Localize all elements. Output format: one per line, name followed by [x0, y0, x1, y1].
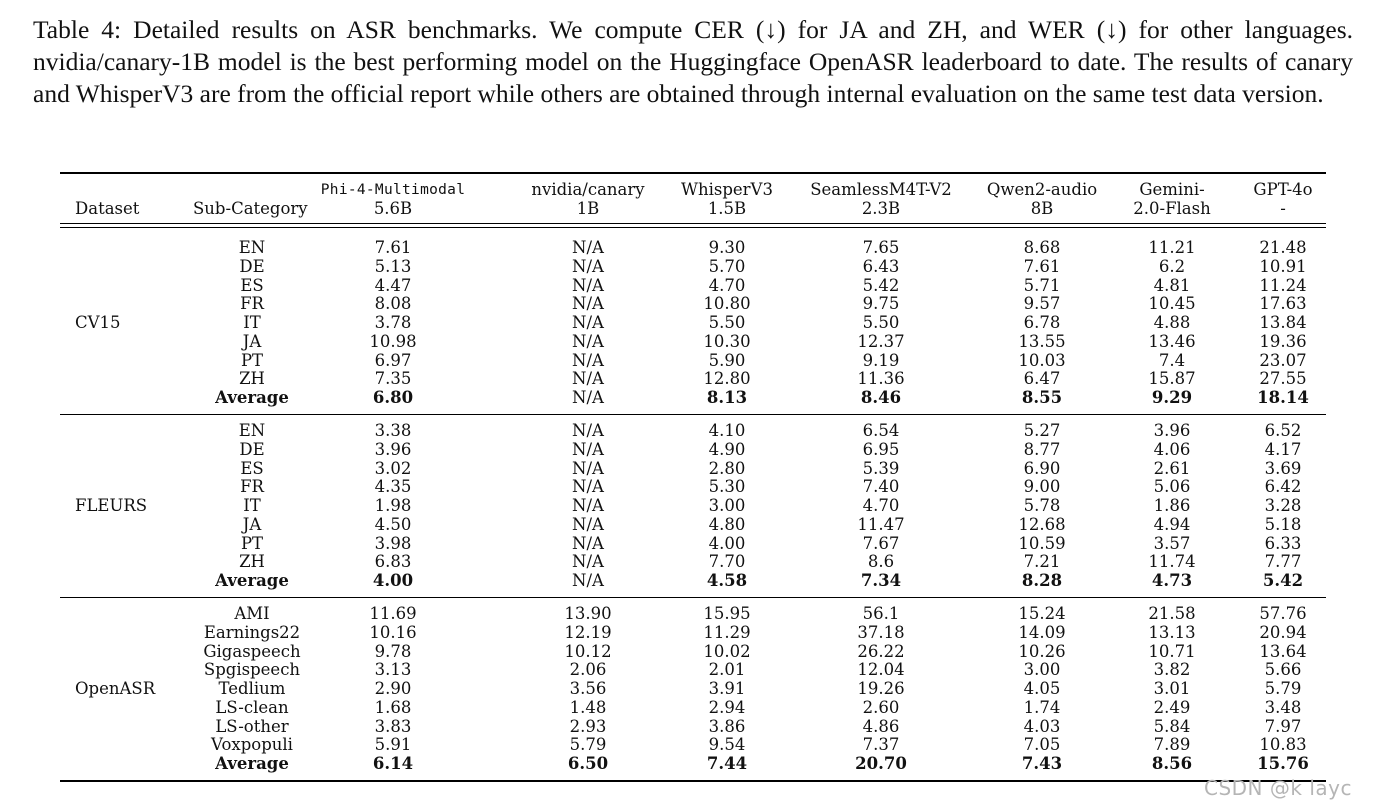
table-cell: N/A [572, 552, 604, 572]
table-cell: 4.50 [374, 514, 412, 534]
average-cell: 6.80 [372, 388, 414, 407]
subcategory-label: PT [240, 533, 264, 553]
subcategory-label: FR [240, 294, 264, 314]
subcategory-label: JA [242, 514, 262, 534]
table-cell: 6.95 [862, 439, 900, 459]
header-model-size: 2.0-Flash [1133, 199, 1211, 218]
average-cell: 8.55 [1021, 388, 1063, 407]
subcategory-label: EN [238, 421, 266, 440]
header-dataset: Dataset [75, 199, 140, 218]
table-cell: 1.86 [1153, 496, 1191, 515]
table-cell: 11.29 [703, 622, 751, 642]
table-cell: 7.97 [1264, 716, 1302, 736]
table-cell: 17.63 [1259, 294, 1307, 314]
table-cell: 5.71 [1023, 275, 1061, 295]
table-cell: 1.98 [374, 496, 412, 515]
table-cell: 5.84 [1153, 716, 1191, 736]
table-cell: 9.57 [1023, 294, 1061, 314]
table-cell: 7.4 [1158, 350, 1186, 370]
table-cell: 10.59 [1018, 533, 1066, 553]
table-cell: N/A [572, 458, 604, 478]
header-subcategory: Sub-Category [193, 199, 308, 218]
table-cell: 4.90 [708, 439, 746, 459]
table-cell: 6.47 [1023, 369, 1061, 389]
subcategory-label: ZH [239, 552, 265, 572]
table-cell: 19.26 [857, 679, 905, 698]
table-cell: 57.76 [1259, 604, 1307, 623]
average-cell: 6.50 [567, 754, 609, 773]
table-cell: 11.36 [857, 369, 905, 389]
header-rule-1 [60, 223, 1326, 224]
subcategory-label: LS-clean [215, 697, 289, 717]
table-cell: 3.38 [374, 421, 412, 440]
table-cell: 5.70 [708, 256, 746, 276]
table-cell: 5.06 [1153, 477, 1191, 497]
table-cell: 13.64 [1259, 641, 1307, 661]
average-cell: 5.42 [1262, 571, 1304, 590]
table-cell: 7.67 [862, 533, 900, 553]
table-cell: 10.71 [1148, 641, 1196, 661]
table-cell: N/A [572, 294, 604, 314]
average-label: Average [215, 571, 289, 590]
table-cell: 11.69 [369, 604, 417, 623]
table-cell: 5.79 [1264, 679, 1302, 698]
table-cell: 6.43 [862, 256, 900, 276]
subcategory-label: Voxpopuli [211, 735, 293, 755]
table-cell: 9.19 [862, 350, 900, 370]
header-model-size: 5.6B [373, 199, 413, 218]
table-caption: Table 4: Detailed results on ASR benchmarks. We compute CER (↓) for JA and ZH, and WER (↓) for other languages. nvidia/canary-1B model is the best performing model on the Huggingface OpenASR leaderboard to date. The results of canary and WhisperV3 are from the official report while others are obtained through internal evaluation on the same test data version. [33, 15, 1353, 108]
average-cell: 7.34 [860, 571, 902, 590]
average-cell: 18.14 [1257, 388, 1309, 407]
table-cell: 3.86 [708, 716, 746, 736]
table-cell: 11.74 [1148, 552, 1196, 572]
table-cell: 2.49 [1153, 697, 1191, 717]
table-cell: 10.02 [703, 641, 751, 661]
subcategory-label: IT [243, 313, 261, 332]
table-cell: N/A [572, 313, 604, 332]
table-cell: 11.21 [1148, 238, 1196, 257]
table-cell: 5.39 [862, 458, 900, 478]
table-cell: 2.60 [862, 697, 900, 717]
table-cell: 10.16 [369, 622, 417, 642]
table-cell: 2.61 [1153, 458, 1191, 478]
table-cell: N/A [572, 496, 604, 515]
average-cell: N/A [572, 388, 604, 407]
table-cell: 3.69 [1264, 458, 1302, 478]
table-cell: 27.55 [1259, 369, 1307, 389]
table-cell: 13.90 [564, 604, 612, 623]
table-cell: 13.84 [1259, 313, 1307, 332]
table-cell: 10.98 [369, 331, 417, 351]
dataset-label: OpenASR [75, 678, 156, 698]
table-cell: 12.37 [857, 331, 905, 351]
table-cell: 7.21 [1023, 552, 1061, 572]
table-cell: 13.55 [1018, 331, 1066, 351]
table-cell: 3.83 [374, 716, 412, 736]
table-cell: 10.80 [703, 294, 751, 314]
group-separator-rule [60, 597, 1326, 598]
subcategory-label: Spgispeech [203, 660, 301, 680]
table-cell: 4.35 [374, 477, 412, 497]
header-model-name: Qwen2-audio [986, 180, 1098, 199]
table-cell: 26.22 [857, 641, 905, 661]
table-cell: 3.57 [1153, 533, 1191, 553]
table-cell: 7.77 [1264, 552, 1302, 572]
table-cell: 6.33 [1264, 533, 1302, 553]
average-cell: 4.58 [706, 571, 748, 590]
table-cell: 13.46 [1148, 331, 1196, 351]
table-cell: 5.91 [374, 735, 412, 755]
table-cell: 7.89 [1153, 735, 1191, 755]
group-separator-rule [60, 414, 1326, 415]
table-cell: 4.80 [708, 514, 746, 534]
average-cell: 7.43 [1021, 754, 1063, 773]
table-cell: 5.18 [1264, 514, 1302, 534]
table-cell: 7.61 [374, 238, 412, 257]
table-cell: 7.61 [1023, 256, 1061, 276]
table-cell: 8.68 [1023, 238, 1061, 257]
average-cell: 15.76 [1257, 754, 1309, 773]
table-cell: 6.83 [374, 552, 412, 572]
average-cell: 8.28 [1021, 571, 1063, 590]
table-cell: N/A [572, 514, 604, 534]
table-cell: N/A [572, 533, 604, 553]
header-model-name: WhisperV3 [681, 180, 773, 199]
table-cell: 3.98 [374, 533, 412, 553]
table-cell: 7.37 [862, 735, 900, 755]
table-bottom-rule [60, 780, 1326, 782]
table-cell: 5.30 [708, 477, 746, 497]
table-cell: 10.30 [703, 331, 751, 351]
average-cell: 8.13 [706, 388, 748, 407]
average-cell: 6.14 [372, 754, 414, 773]
table-cell: 7.70 [708, 552, 746, 572]
table-cell: 4.86 [862, 716, 900, 736]
table-cell: 12.04 [857, 660, 905, 680]
table-cell: 21.58 [1148, 604, 1196, 623]
table-cell: 14.09 [1018, 622, 1066, 642]
table-cell: 3.91 [708, 679, 746, 698]
table-cell: 9.30 [708, 238, 746, 257]
table-cell: 7.35 [374, 369, 412, 389]
header-model-size: - [1280, 199, 1286, 218]
average-label: Average [215, 388, 289, 407]
table-cell: 6.2 [1158, 256, 1186, 276]
table-cell: N/A [572, 439, 604, 459]
table-cell: 3.48 [1264, 697, 1302, 717]
table-cell: 4.00 [708, 533, 746, 553]
table-cell: 10.03 [1018, 350, 1066, 370]
subcategory-label: ES [240, 275, 264, 295]
table-cell: 5.90 [708, 350, 746, 370]
header-rule-2 [60, 227, 1326, 228]
table-cell: 15.95 [703, 604, 751, 623]
table-cell: 3.28 [1264, 496, 1302, 515]
subcategory-label: FR [240, 477, 264, 497]
table-cell: 10.91 [1259, 256, 1307, 276]
table-cell: 21.48 [1259, 238, 1307, 257]
table-cell: 13.13 [1148, 622, 1196, 642]
table-cell: 8.77 [1023, 439, 1061, 459]
table-cell: 5.78 [1023, 496, 1061, 515]
subcategory-label: ES [240, 458, 264, 478]
table-cell: 7.40 [862, 477, 900, 497]
table-cell: 3.96 [374, 439, 412, 459]
table-cell: 37.18 [857, 622, 905, 642]
table-cell: 11.47 [857, 514, 905, 534]
table-cell: 56.1 [862, 604, 900, 623]
average-cell: 4.73 [1151, 571, 1193, 590]
table-cell: 4.03 [1023, 716, 1061, 736]
table-cell: 10.26 [1018, 641, 1066, 661]
table-cell: 15.87 [1148, 369, 1196, 389]
table-cell: 19.36 [1259, 331, 1307, 351]
table-cell: 1.68 [374, 697, 412, 717]
average-cell: 20.70 [855, 754, 907, 773]
table-cell: 1.74 [1023, 697, 1061, 717]
subcategory-label: Earnings22 [203, 622, 301, 642]
table-cell: 4.17 [1264, 439, 1302, 459]
table-cell: 8.6 [867, 552, 895, 572]
table-cell: 4.70 [862, 496, 900, 515]
table-cell: 4.47 [374, 275, 412, 295]
table-cell: 6.90 [1023, 458, 1061, 478]
table-cell: N/A [572, 369, 604, 389]
table-cell: 9.00 [1023, 477, 1061, 497]
average-cell: 7.44 [706, 754, 748, 773]
subcategory-label: AMI [234, 604, 270, 623]
table-cell: 2.93 [569, 716, 607, 736]
table-cell: 3.00 [1023, 660, 1061, 680]
table-cell: 4.70 [708, 275, 746, 295]
subcategory-label: Tedlium [218, 679, 286, 698]
dataset-label: FLEURS [75, 495, 148, 515]
header-model-size: 8B [1030, 199, 1054, 218]
average-cell: 8.56 [1151, 754, 1193, 773]
table-cell: N/A [572, 421, 604, 440]
table-cell: 5.79 [569, 735, 607, 755]
average-cell: 4.00 [372, 571, 414, 590]
table-cell: 11.24 [1259, 275, 1307, 295]
subcategory-label: Gigaspeech [203, 641, 301, 661]
header-model-name: GPT-4o [1253, 180, 1313, 199]
table-cell: 8.08 [374, 294, 412, 314]
table-cell: 3.56 [569, 679, 607, 698]
table-top-rule [60, 172, 1326, 174]
table-cell: 6.42 [1264, 477, 1302, 497]
table-cell: 12.68 [1018, 514, 1066, 534]
table-cell: 9.78 [374, 641, 412, 661]
average-cell: 9.29 [1151, 388, 1193, 407]
table-cell: 3.02 [374, 458, 412, 478]
header-model-size: 1B [576, 199, 600, 218]
average-cell: N/A [572, 571, 604, 590]
subcategory-label: IT [243, 496, 261, 515]
table-cell: N/A [572, 477, 604, 497]
table-cell: 4.05 [1023, 679, 1061, 698]
table-cell: 1.48 [569, 697, 607, 717]
table-cell: 10.83 [1259, 735, 1307, 755]
header-model-name: Phi-4-Multimodal [320, 182, 466, 198]
table-cell: 6.78 [1023, 313, 1061, 332]
table-cell: 2.90 [374, 679, 412, 698]
table-cell: 10.12 [564, 641, 612, 661]
subcategory-label: LS-other [215, 716, 289, 736]
table-cell: 6.52 [1264, 421, 1302, 440]
header-model-name: nvidia/canary [531, 180, 645, 199]
table-cell: 7.05 [1023, 735, 1061, 755]
table-cell: 9.75 [862, 294, 900, 314]
table-cell: 5.50 [862, 313, 900, 332]
subcategory-label: ZH [239, 369, 265, 389]
header-model-name: Gemini- [1139, 180, 1205, 199]
table-cell: N/A [572, 350, 604, 370]
header-model-size: 2.3B [861, 199, 901, 218]
table-cell: 3.01 [1153, 679, 1191, 698]
header-model-size: 1.5B [707, 199, 747, 218]
average-cell: 8.46 [860, 388, 902, 407]
table-cell: N/A [572, 275, 604, 295]
table-cell: N/A [572, 331, 604, 351]
subcategory-label: JA [242, 331, 262, 351]
table-cell: 9.54 [708, 735, 746, 755]
watermark: CSDN @k layc [1204, 776, 1352, 800]
table-cell: 20.94 [1259, 622, 1307, 642]
table-cell: N/A [572, 256, 604, 276]
table-cell: 3.78 [374, 313, 412, 332]
subcategory-label: DE [239, 439, 265, 459]
header-model-name: SeamlessM4T-V2 [810, 180, 952, 199]
table-cell: 3.13 [374, 660, 412, 680]
table-cell: 5.42 [862, 275, 900, 295]
table-cell: 10.45 [1148, 294, 1196, 314]
table-cell: 2.01 [708, 660, 746, 680]
table-cell: 5.66 [1264, 660, 1302, 680]
table-cell: 6.54 [862, 421, 900, 440]
table-cell: 3.96 [1153, 421, 1191, 440]
subcategory-label: PT [240, 350, 264, 370]
table-cell: 7.65 [862, 238, 900, 257]
average-label: Average [215, 754, 289, 773]
table-cell: 3.82 [1153, 660, 1191, 680]
table-cell: 4.06 [1153, 439, 1191, 459]
table-cell: 4.10 [708, 421, 746, 440]
table-cell: 6.97 [374, 350, 412, 370]
table-cell: 5.50 [708, 313, 746, 332]
table-cell: 4.81 [1153, 275, 1191, 295]
table-cell: N/A [572, 238, 604, 257]
table-cell: 15.24 [1018, 604, 1066, 623]
table-cell: 4.94 [1153, 514, 1191, 534]
table-cell: 4.88 [1153, 313, 1191, 332]
subcategory-label: DE [239, 256, 265, 276]
table-cell: 5.13 [374, 256, 412, 276]
subcategory-label: EN [238, 238, 266, 257]
table-cell: 5.27 [1023, 421, 1061, 440]
table-cell: 2.06 [569, 660, 607, 680]
dataset-label: CV15 [75, 312, 121, 332]
table-cell: 2.80 [708, 458, 746, 478]
table-cell: 3.00 [708, 496, 746, 515]
table-cell: 23.07 [1259, 350, 1307, 370]
table-cell: 12.80 [703, 369, 751, 389]
table-cell: 12.19 [564, 622, 612, 642]
table-cell: 2.94 [708, 697, 746, 717]
